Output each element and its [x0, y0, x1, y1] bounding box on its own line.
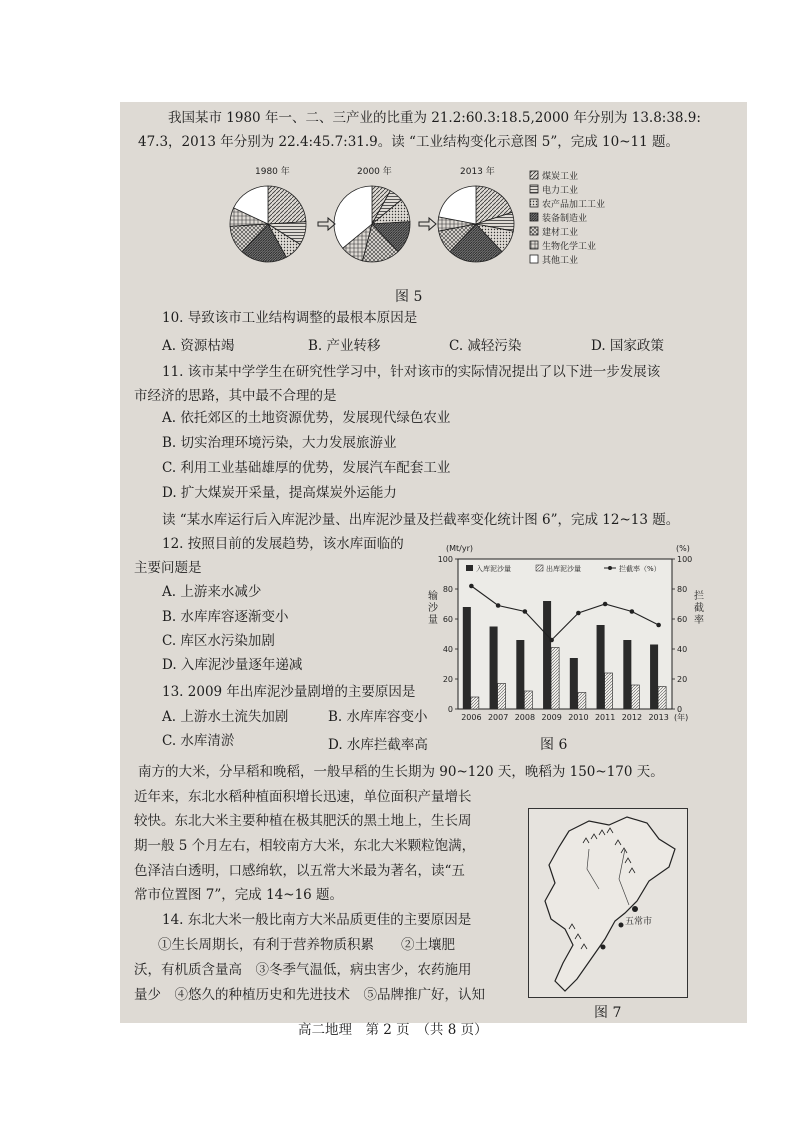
rate-point: [630, 609, 635, 614]
q13-option-d: D. 水库拦截率高: [328, 737, 428, 753]
q12-option-b: B. 水库库容逐渐变小: [162, 609, 289, 625]
x-tick-label: 2007: [487, 713, 509, 722]
rice-line-5: 色泽洁白透明，口感绵软，以五常大米最为著名，读“五: [134, 863, 465, 879]
chart6-plot: [428, 544, 704, 722]
bar-outflow: [631, 685, 639, 709]
q10-option-a: A. 资源枯竭: [162, 338, 235, 354]
bar-inflow: [516, 640, 524, 709]
rice-line-1: 南方的大米，分早稻和晚稻，一般早稻的生长期为 90~120 天，晚稻为 150~170 天。: [138, 764, 664, 780]
y-tick-label-left: 60: [442, 615, 453, 624]
legend-agro: 农产品加工工业: [542, 200, 606, 210]
legend-inflow-label: 入库泥沙量: [476, 565, 511, 573]
rice-line-6: 常市位置图 7”，完成 14~16 题。: [134, 887, 344, 903]
figure-7-map: [528, 808, 688, 998]
fig5-caption: 图 5: [395, 289, 423, 305]
bar-inflow: [490, 627, 498, 710]
legend-building: 建材工业: [542, 228, 579, 238]
q14-line-3: 沃，有机质含量高 ③冬季气温低，病虫害少，农药施用: [134, 962, 472, 978]
rate-point: [549, 638, 554, 643]
x-tick-label: 2013: [648, 713, 669, 722]
q11-option-a: A. 依托郊区的土地资源优势，发展现代绿色农业: [162, 410, 451, 426]
intro-line-2: 47.3，2013 年分别为 22.4:45.7:31.9。读 “工业结构变化示意图 5”，完成 10~11 题。: [138, 134, 679, 150]
x-unit: (年): [674, 713, 689, 722]
x-tick-label: 2011: [594, 713, 616, 722]
bar-outflow: [524, 691, 532, 709]
q12-option-a: A. 上游来水减少: [162, 584, 262, 600]
bar-inflow: [623, 640, 631, 709]
page-footer: 高二地理 第 2 页 （共 8 页）: [298, 1022, 488, 1038]
fig6-caption: 图 6: [540, 737, 568, 753]
y-tick-label-left: 100: [437, 555, 453, 564]
fig7-caption: 图 7: [594, 1005, 622, 1021]
legend-rate-label: 拦截率（%）: [619, 565, 661, 573]
q11-option-d: D. 扩大煤炭开采量，提高煤炭外运能力: [162, 485, 397, 501]
wuchang-marker-icon: [632, 906, 638, 912]
rate-point: [576, 611, 581, 616]
x-tick-label: 2006: [461, 713, 482, 722]
x-tick-label: 2010: [568, 713, 589, 722]
q13-stem: 13. 2009 年出库泥沙量剧增的主要原因是: [162, 684, 416, 700]
bar-inflow: [463, 607, 471, 709]
rate-point: [523, 609, 528, 614]
q12-stem-2: 主要问题是: [134, 560, 202, 576]
q11-stem-2: 市经济的思路，其中最不合理的是: [134, 388, 337, 404]
rice-line-3: 较快。东北大米主要种植在极其肥沃的黑土地上，生长周: [134, 813, 472, 829]
y-tick-label-left: 20: [442, 675, 453, 684]
q12-stem-1: 12. 按照目前的发展趋势，该水库面临的: [162, 536, 404, 552]
legend-power: 电力工业: [542, 186, 579, 196]
legend-other: 其他工业: [542, 256, 579, 266]
x-tick-label: 2008: [514, 713, 536, 722]
rate-point: [656, 623, 661, 628]
exam-page-photo: [120, 102, 747, 1038]
bar-outflow: [471, 697, 479, 709]
city-marker-icon: [601, 945, 606, 950]
q14-line-2: ①生长周期长，有利于营养物质积累 ②土壤肥: [158, 937, 455, 953]
q11-option-b: B. 切实治理环境污染，大力发展旅游业: [162, 435, 397, 451]
q12-option-c: C. 库区水污染加剧: [162, 633, 275, 649]
q13-option-b: B. 水库库容变小: [328, 709, 428, 725]
rate-point: [469, 584, 474, 589]
q10-stem: 10. 导致该市工业结构调整的最根本原因是: [162, 310, 418, 326]
q12-option-d: D. 入库泥沙量逐年递减: [162, 657, 303, 673]
intro-line-1: 我国某市 1980 年一、二、三产业的比重为 21.2:60.3:18.5,2000 年分别为 13.8:38.9:: [168, 110, 701, 126]
legend-equipment: 装备制造业: [542, 214, 588, 224]
y-tick-label-right: 0: [677, 705, 683, 714]
y-tick-label-left: 80: [442, 585, 453, 594]
left-axis-label-char: 量: [428, 615, 438, 626]
fig6-instruction: 读 “某水库运行后入库泥沙量、出库泥沙量及拦截率变化统计图 6”，完成 12~13 题。: [162, 512, 680, 528]
bar-inflow: [570, 658, 578, 709]
right-axis-label-char: 率: [694, 615, 704, 626]
left-unit: (Mt/yr): [446, 544, 473, 553]
figure-6-chart: [420, 537, 710, 737]
left-axis-label-char: 沙: [428, 603, 438, 614]
bar-outflow: [658, 687, 666, 710]
legend-coal: 煤炭工业: [542, 172, 579, 182]
x-tick-label: 2009: [541, 713, 562, 722]
pie-slice: [268, 186, 306, 224]
y-tick-label-right: 20: [677, 675, 688, 684]
bar-inflow: [650, 645, 658, 710]
y-tick-label-right: 100: [677, 555, 693, 564]
q10-option-b: B. 产业转移: [308, 338, 381, 354]
map-label-wuchang: 五常市: [625, 917, 653, 927]
map-outline: [529, 809, 687, 997]
x-tick-label: 2012: [621, 713, 643, 722]
fig5-pies: [220, 174, 538, 274]
right-unit: (%): [676, 544, 690, 553]
bar-inflow: [543, 601, 551, 709]
q10-option-d: D. 国家政策: [591, 338, 664, 354]
y-tick-label-left: 0: [447, 705, 453, 714]
q14-stem: 14. 东北大米一般比南方大米品质更佳的主要原因是: [162, 912, 472, 928]
fig5-legend: [529, 170, 629, 274]
pie-2013: [438, 186, 514, 262]
legend-outflow-swatch: [536, 565, 543, 571]
bar-outflow: [551, 648, 559, 710]
rate-point: [603, 602, 608, 607]
bar-outflow: [578, 693, 586, 710]
q13-option-a: A. 上游水土流失加剧: [162, 709, 289, 725]
y-tick-label-left: 40: [442, 645, 453, 654]
q14-line-4: 量少 ④悠久的种植历史和先进技术 ⑤品牌推广好，认知: [134, 987, 485, 1003]
rate-point: [496, 603, 501, 608]
left-axis-label-char: 输: [428, 591, 438, 602]
fig5-year-2013: 2013 年: [460, 167, 495, 177]
q13-option-c: C. 水库清淤: [162, 733, 235, 749]
right-axis-label-char: 截: [694, 603, 704, 614]
q11-option-c: C. 利用工业基础雄厚的优势，发展汽车配套工业: [162, 460, 451, 476]
legend-inflow-swatch: [466, 565, 473, 571]
pie-slice: [439, 186, 476, 224]
legend-rate-point: [608, 566, 612, 570]
legend-outflow-label: 出库泥沙量: [546, 565, 581, 573]
bar-outflow: [605, 673, 613, 709]
legend-biochem: 生物化学工业: [542, 242, 597, 252]
bar-inflow: [597, 625, 605, 709]
city-marker-icon: [619, 923, 624, 928]
y-tick-label-right: 60: [677, 615, 688, 624]
rice-line-2: 近年来，东北水稻种植面积增长迅速，单位面积产量增长: [134, 789, 472, 805]
q10-option-c: C. 减轻污染: [449, 338, 522, 354]
fig5-year-2000: 2000 年: [357, 167, 392, 177]
rice-line-4: 期一般 5 个月左右，相较南方大米，东北大米颗粒饱满，: [134, 838, 476, 854]
pie-2000: [334, 186, 410, 262]
right-axis-label-char: 拦: [694, 591, 704, 602]
q11-stem-1: 11. 该市某中学学生在研究性学习中，针对该市的实际情况提出了以下进一步发展该: [162, 364, 661, 380]
bar-outflow: [498, 684, 506, 710]
y-tick-label-right: 80: [677, 585, 688, 594]
y-tick-label-right: 40: [677, 645, 688, 654]
pie-1980: [230, 186, 306, 262]
fig5-year-1980: 1980 年: [255, 167, 290, 177]
